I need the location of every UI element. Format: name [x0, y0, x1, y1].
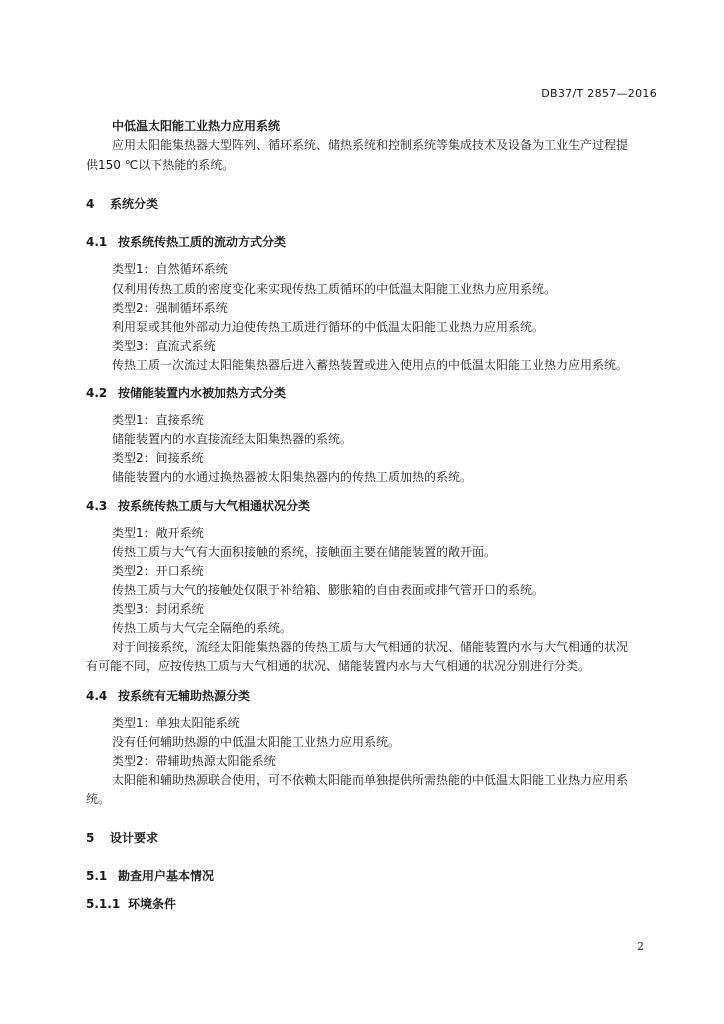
list-item: 传热工质与大气有大面积接触的系统，接触面主要在储能装置的敞开面。	[112, 545, 497, 559]
section-4-3-heading	[86, 497, 310, 514]
list-item: 传热工质一次流过太阳能集热器后进入蓄热装置或进入使用点的中低温太阳能工业热力应用系统。	[112, 358, 629, 372]
section-4-heading	[86, 195, 158, 212]
last-line2: 统。	[86, 792, 111, 806]
list-item: 类型2：强制循环系统	[112, 301, 228, 315]
list-item: 储能装置内的水通过换热器被太阳集热器内的传热工质加热的系统。	[112, 470, 473, 484]
term-definition-line2: 供150 ℃以下热能的系统。	[86, 158, 235, 172]
section-title: 按储能装置内水被加热方式分类	[118, 386, 287, 400]
list-item: 类型3：封闭系统	[112, 602, 204, 616]
section-4-4-heading	[86, 687, 250, 704]
section-title: 系统分类	[110, 197, 159, 211]
note-line2: 有可能不同，应按传热工质与大气相通的状况、储能装置内水与大气相通的状况分别进行分类。	[86, 659, 591, 673]
section-number: 4.3	[86, 499, 108, 513]
section-number: 5.1	[86, 869, 108, 883]
list-item: 类型1：敞开系统	[112, 526, 204, 540]
document-code: DB37/T 2857—2016	[541, 87, 657, 100]
section-title: 按系统有无辅助热源分类	[118, 689, 251, 703]
section-5-1-heading	[86, 867, 214, 884]
section-5-heading	[86, 829, 158, 846]
list-item: 类型1：自然循环系统	[112, 262, 228, 276]
section-5-1-1-heading	[86, 895, 176, 912]
section-title: 设计要求	[110, 831, 159, 845]
term-title: 中低温太阳能工业热力应用系统	[112, 119, 281, 133]
list-item: 类型2：带辅助热源太阳能系统	[112, 754, 276, 768]
section-4-1-heading	[86, 233, 286, 250]
section-number: 4.2	[86, 386, 108, 400]
list-item: 仅利用传热工质的密度变化来实现传热工质循环的中低温太阳能工业热力应用系统。	[112, 282, 557, 296]
list-item: 类型1：单独太阳能系统	[112, 716, 240, 730]
section-title: 勘查用户基本情况	[118, 869, 215, 883]
section-title: 按系统传热工质的流动方式分类	[118, 235, 287, 249]
list-item: 传热工质与大气完全隔绝的系统。	[112, 621, 293, 635]
list-item: 利用泵或其他外部动力迫使传热工质进行循环的中低温太阳能工业热力应用系统。	[112, 320, 545, 334]
section-number: 5	[86, 831, 95, 845]
section-title: 按系统传热工质与大气相通状况分类	[118, 499, 311, 513]
section-4-2-heading	[86, 384, 286, 401]
last-line1: 太阳能和辅助热源联合使用，可不依赖太阳能而单独提供所需热能的中低温太阳能工业热力应用系	[112, 773, 629, 787]
list-item: 类型1：直接系统	[112, 413, 204, 427]
list-item: 储能装置内的水直接流经太阳集热器的系统。	[112, 432, 353, 446]
list-item: 类型3：直流式系统	[112, 339, 216, 353]
term-definition-line1: 应用太阳能集热器大型阵列、循环系统、储热系统和控制系统等集成技术及设备为工业生产过程提	[112, 138, 629, 152]
list-item: 类型2：间接系统	[112, 451, 204, 465]
section-number: 4.1	[86, 235, 108, 249]
section-title: 环境条件	[128, 897, 177, 911]
list-item: 没有任何辅助热源的中低温太阳能工业热力应用系统。	[112, 735, 401, 749]
section-number: 4.4	[86, 689, 108, 703]
page-number: 2	[637, 940, 644, 953]
section-number: 4	[86, 197, 95, 211]
list-item: 类型2：开口系统	[112, 564, 204, 578]
list-item: 传热工质与大气的接触处仅限于补给箱、膨胀箱的自由表面或排气管开口的系统。	[112, 583, 545, 597]
note-line1: 对于间接系统，流经太阳能集热器的传热工质与大气相通的状况、储能装置内水与大气相通的状况	[112, 640, 629, 654]
section-number: 5.1.1	[86, 897, 121, 911]
